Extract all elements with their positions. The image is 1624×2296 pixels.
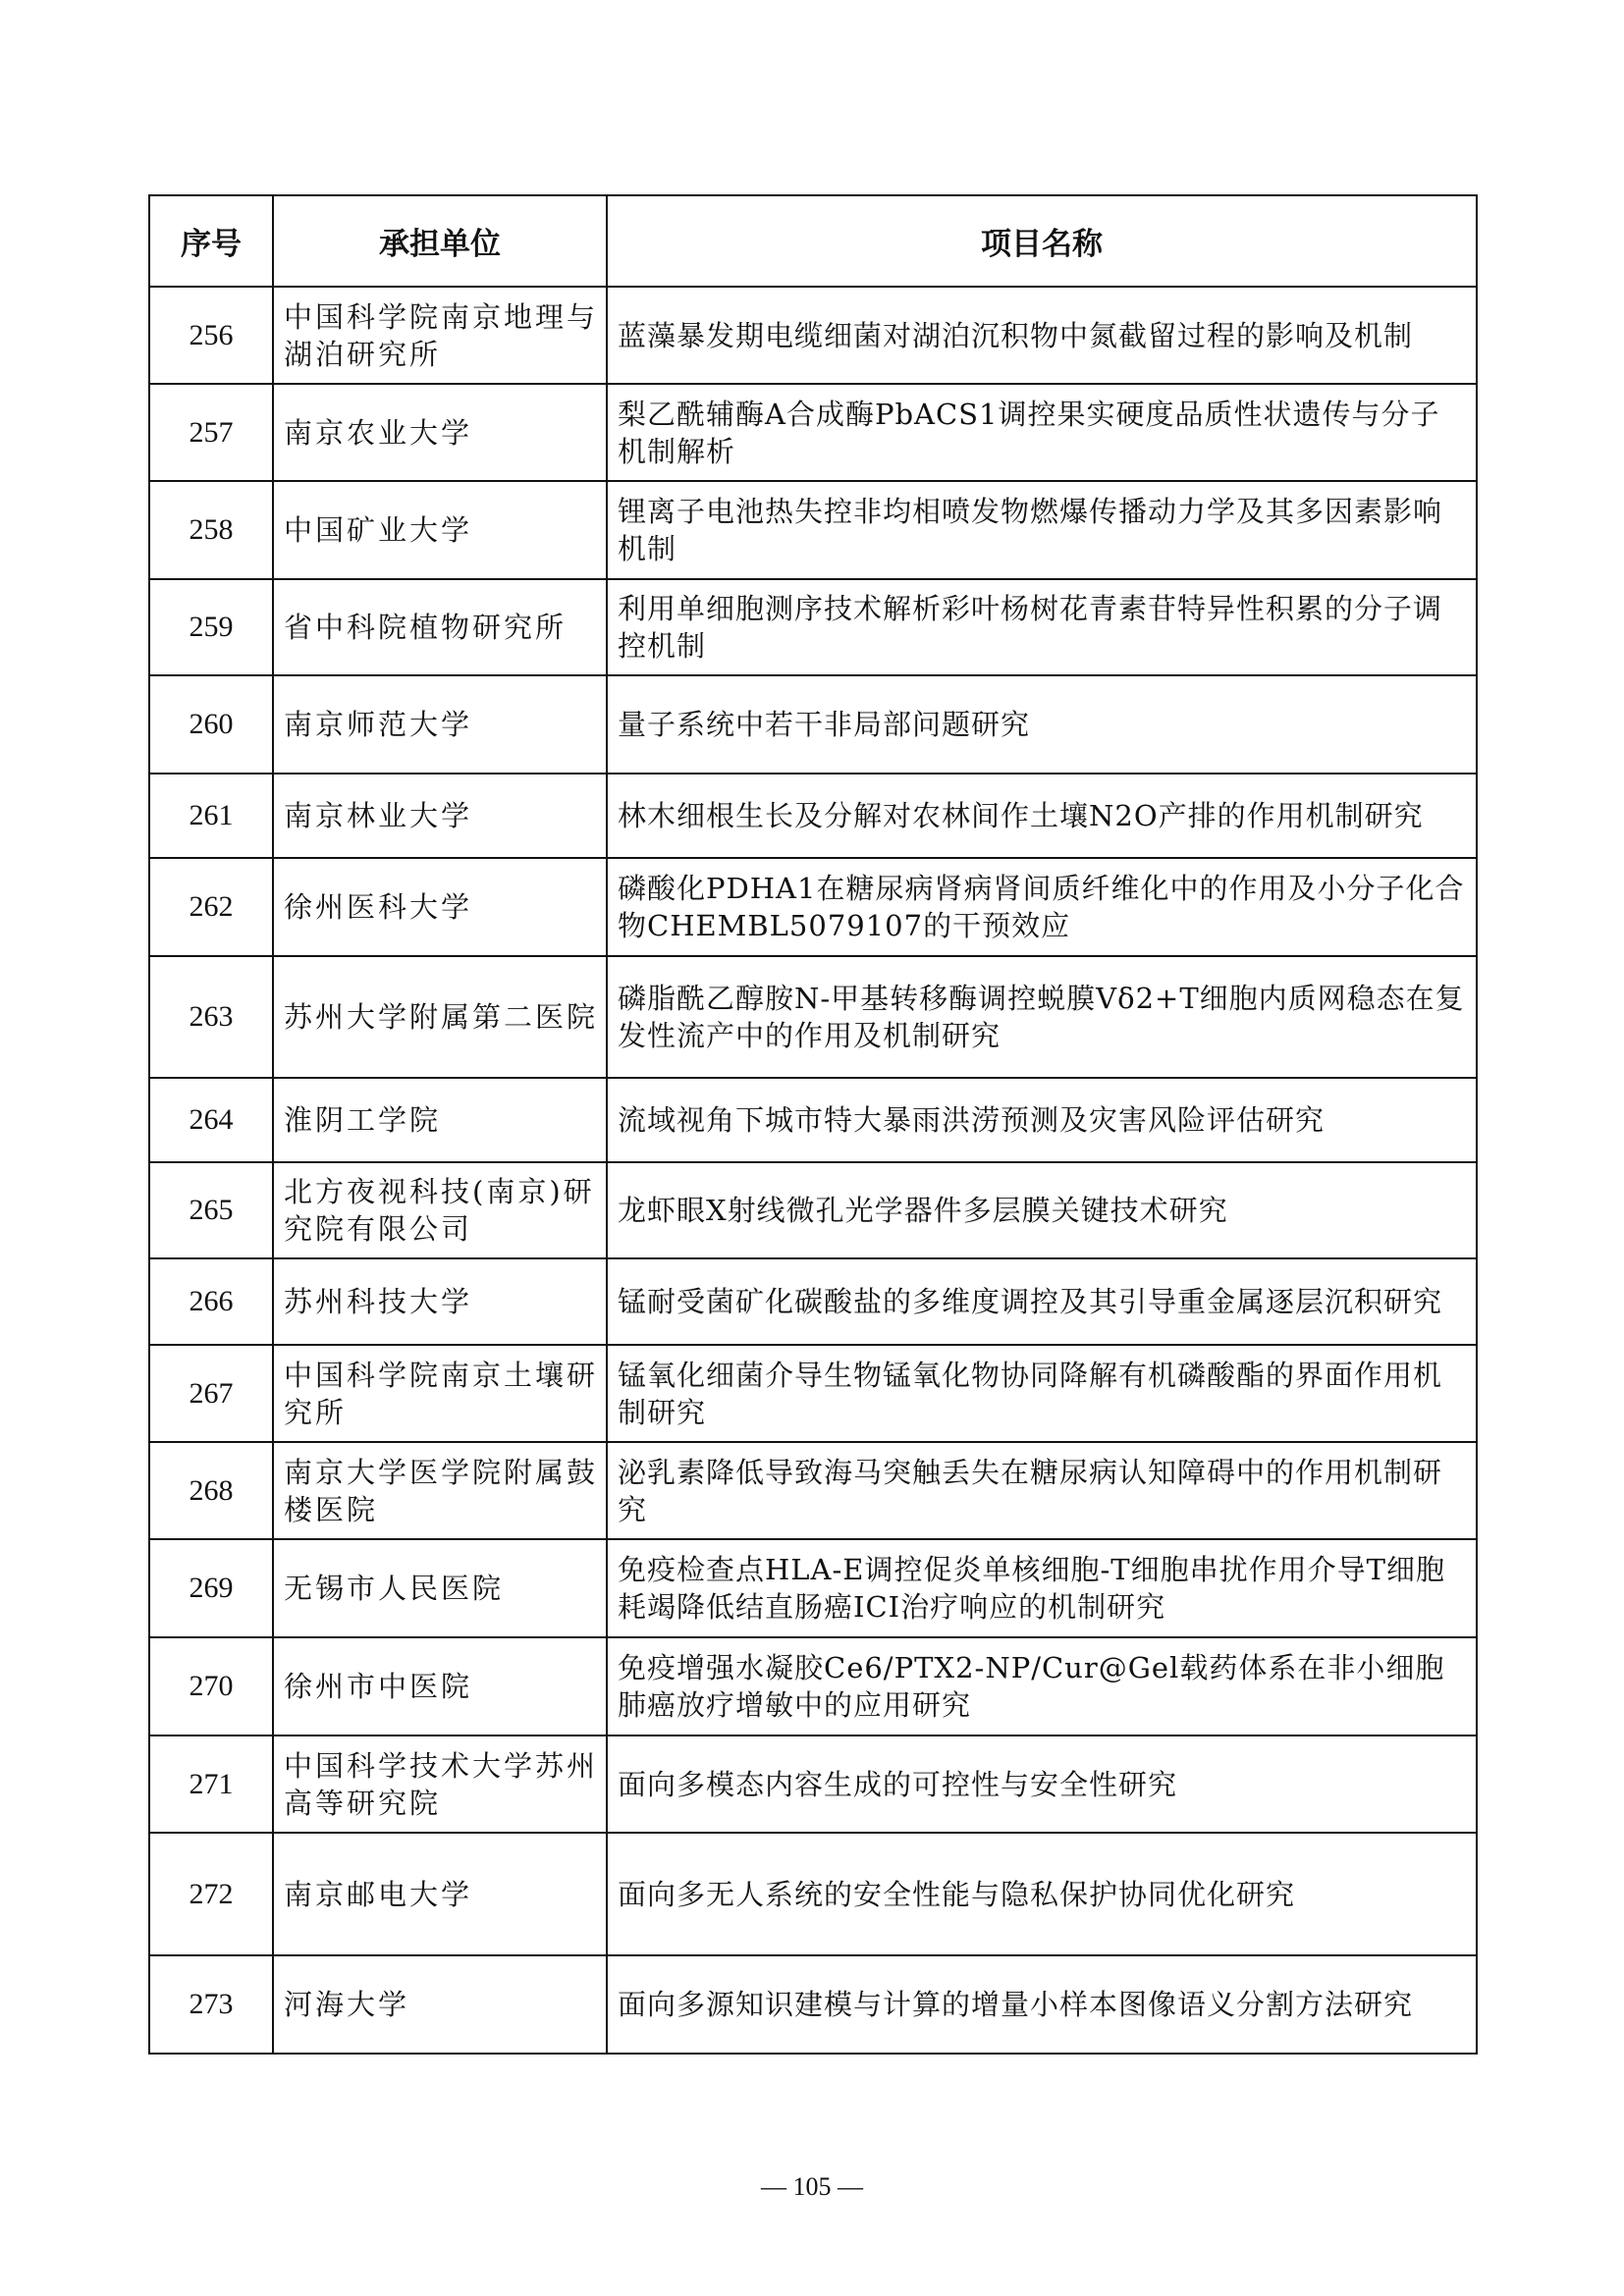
row-seq: 270 bbox=[149, 1637, 273, 1735]
row-seq: 272 bbox=[149, 1833, 273, 1955]
header-project: 项目名称 bbox=[607, 195, 1477, 287]
row-seq: 263 bbox=[149, 956, 273, 1078]
row-unit: 徐州市中医院 bbox=[273, 1637, 607, 1735]
row-project: 流域视角下城市特大暴雨洪涝预测及灾害风险评估研究 bbox=[607, 1078, 1477, 1162]
row-project: 面向多模态内容生成的可控性与安全性研究 bbox=[607, 1735, 1477, 1833]
project-table-container bbox=[148, 194, 1476, 2055]
row-unit: 南京师范大学 bbox=[273, 675, 607, 774]
row-project: 量子系统中若干非局部问题研究 bbox=[607, 675, 1477, 774]
row-unit: 省中科院植物研究所 bbox=[273, 579, 607, 675]
row-seq: 266 bbox=[149, 1258, 273, 1345]
row-seq: 267 bbox=[149, 1345, 273, 1442]
row-unit: 中国科学技术大学苏州高等研究院 bbox=[273, 1735, 607, 1833]
row-seq: 256 bbox=[149, 287, 273, 384]
row-seq: 258 bbox=[149, 481, 273, 579]
row-project: 磷酸化PDHA1在糖尿病肾病肾间质纤维化中的作用及小分子化合物CHEMBL5079107的干预效应 bbox=[607, 858, 1477, 956]
row-seq: 260 bbox=[149, 675, 273, 774]
row-unit: 南京大学医学院附属鼓楼医院 bbox=[273, 1442, 607, 1539]
row-project: 面向多源知识建模与计算的增量小样本图像语义分割方法研究 bbox=[607, 1955, 1477, 2054]
table-row bbox=[149, 1345, 1477, 1442]
table-row bbox=[149, 481, 1477, 579]
row-seq: 273 bbox=[149, 1955, 273, 2054]
row-project: 免疫增强水凝胶Ce6/PTX2-NP/Cur@Gel载药体系在非小细胞肺癌放疗增敏中的应用研究 bbox=[607, 1637, 1477, 1735]
row-seq: 262 bbox=[149, 858, 273, 956]
row-unit: 无锡市人民医院 bbox=[273, 1539, 607, 1637]
row-seq: 271 bbox=[149, 1735, 273, 1833]
table-row bbox=[149, 1162, 1477, 1258]
row-project: 免疫检查点HLA-E调控促炎单核细胞-T细胞串扰作用介导T细胞耗竭降低结直肠癌ICI治疗响应的机制研究 bbox=[607, 1539, 1477, 1637]
row-unit: 苏州大学附属第二医院 bbox=[273, 956, 607, 1078]
row-seq: 257 bbox=[149, 384, 273, 481]
row-unit: 中国科学院南京土壤研究所 bbox=[273, 1345, 607, 1442]
table-header-row bbox=[149, 195, 1477, 287]
table-row bbox=[149, 1637, 1477, 1735]
header-seq: 序号 bbox=[149, 195, 273, 287]
table-row bbox=[149, 1539, 1477, 1637]
row-seq: 264 bbox=[149, 1078, 273, 1162]
row-project: 龙虾眼X射线微孔光学器件多层膜关键技术研究 bbox=[607, 1162, 1477, 1258]
row-seq: 261 bbox=[149, 774, 273, 858]
table-row bbox=[149, 956, 1477, 1078]
row-project: 利用单细胞测序技术解析彩叶杨树花青素苷特异性积累的分子调控机制 bbox=[607, 579, 1477, 675]
row-project: 梨乙酰辅酶A合成酶PbACS1调控果实硬度品质性状遗传与分子机制解析 bbox=[607, 384, 1477, 481]
row-project: 锰氧化细菌介导生物锰氧化物协同降解有机磷酸酯的界面作用机制研究 bbox=[607, 1345, 1477, 1442]
table-row bbox=[149, 1078, 1477, 1162]
page-number: — 105 — bbox=[761, 2172, 863, 2201]
row-project: 蓝藻暴发期电缆细菌对湖泊沉积物中氮截留过程的影响及机制 bbox=[607, 287, 1477, 384]
row-unit: 徐州医科大学 bbox=[273, 858, 607, 956]
row-seq: 265 bbox=[149, 1162, 273, 1258]
row-project: 锰耐受菌矿化碳酸盐的多维度调控及其引导重金属逐层沉积研究 bbox=[607, 1258, 1477, 1345]
project-table bbox=[148, 194, 1478, 2055]
row-project: 磷脂酰乙醇胺N-甲基转移酶调控蜕膜Vδ2+T细胞内质网稳态在复发性流产中的作用及机制研究 bbox=[607, 956, 1477, 1078]
row-unit: 苏州科技大学 bbox=[273, 1258, 607, 1345]
table-row bbox=[149, 1833, 1477, 1955]
row-seq: 259 bbox=[149, 579, 273, 675]
table-row bbox=[149, 287, 1477, 384]
row-unit: 南京农业大学 bbox=[273, 384, 607, 481]
header-unit: 承担单位 bbox=[273, 195, 607, 287]
row-project: 面向多无人系统的安全性能与隐私保护协同优化研究 bbox=[607, 1833, 1477, 1955]
row-unit: 北方夜视科技(南京)研究院有限公司 bbox=[273, 1162, 607, 1258]
table-row bbox=[149, 675, 1477, 774]
row-project: 林木细根生长及分解对农林间作土壤N2O产排的作用机制研究 bbox=[607, 774, 1477, 858]
table-row bbox=[149, 579, 1477, 675]
row-unit: 河海大学 bbox=[273, 1955, 607, 2054]
row-seq: 269 bbox=[149, 1539, 273, 1637]
row-project: 锂离子电池热失控非均相喷发物燃爆传播动力学及其多因素影响机制 bbox=[607, 481, 1477, 579]
row-unit: 中国矿业大学 bbox=[273, 481, 607, 579]
table-row bbox=[149, 858, 1477, 956]
row-seq: 268 bbox=[149, 1442, 273, 1539]
table-row bbox=[149, 1955, 1477, 2054]
row-unit: 中国科学院南京地理与湖泊研究所 bbox=[273, 287, 607, 384]
table-row bbox=[149, 1735, 1477, 1833]
row-project: 泌乳素降低导致海马突触丢失在糖尿病认知障碍中的作用机制研究 bbox=[607, 1442, 1477, 1539]
table-row bbox=[149, 1258, 1477, 1345]
table-row bbox=[149, 1442, 1477, 1539]
row-unit: 南京林业大学 bbox=[273, 774, 607, 858]
row-unit: 南京邮电大学 bbox=[273, 1833, 607, 1955]
table-row bbox=[149, 774, 1477, 858]
table-row bbox=[149, 384, 1477, 481]
row-unit: 淮阴工学院 bbox=[273, 1078, 607, 1162]
